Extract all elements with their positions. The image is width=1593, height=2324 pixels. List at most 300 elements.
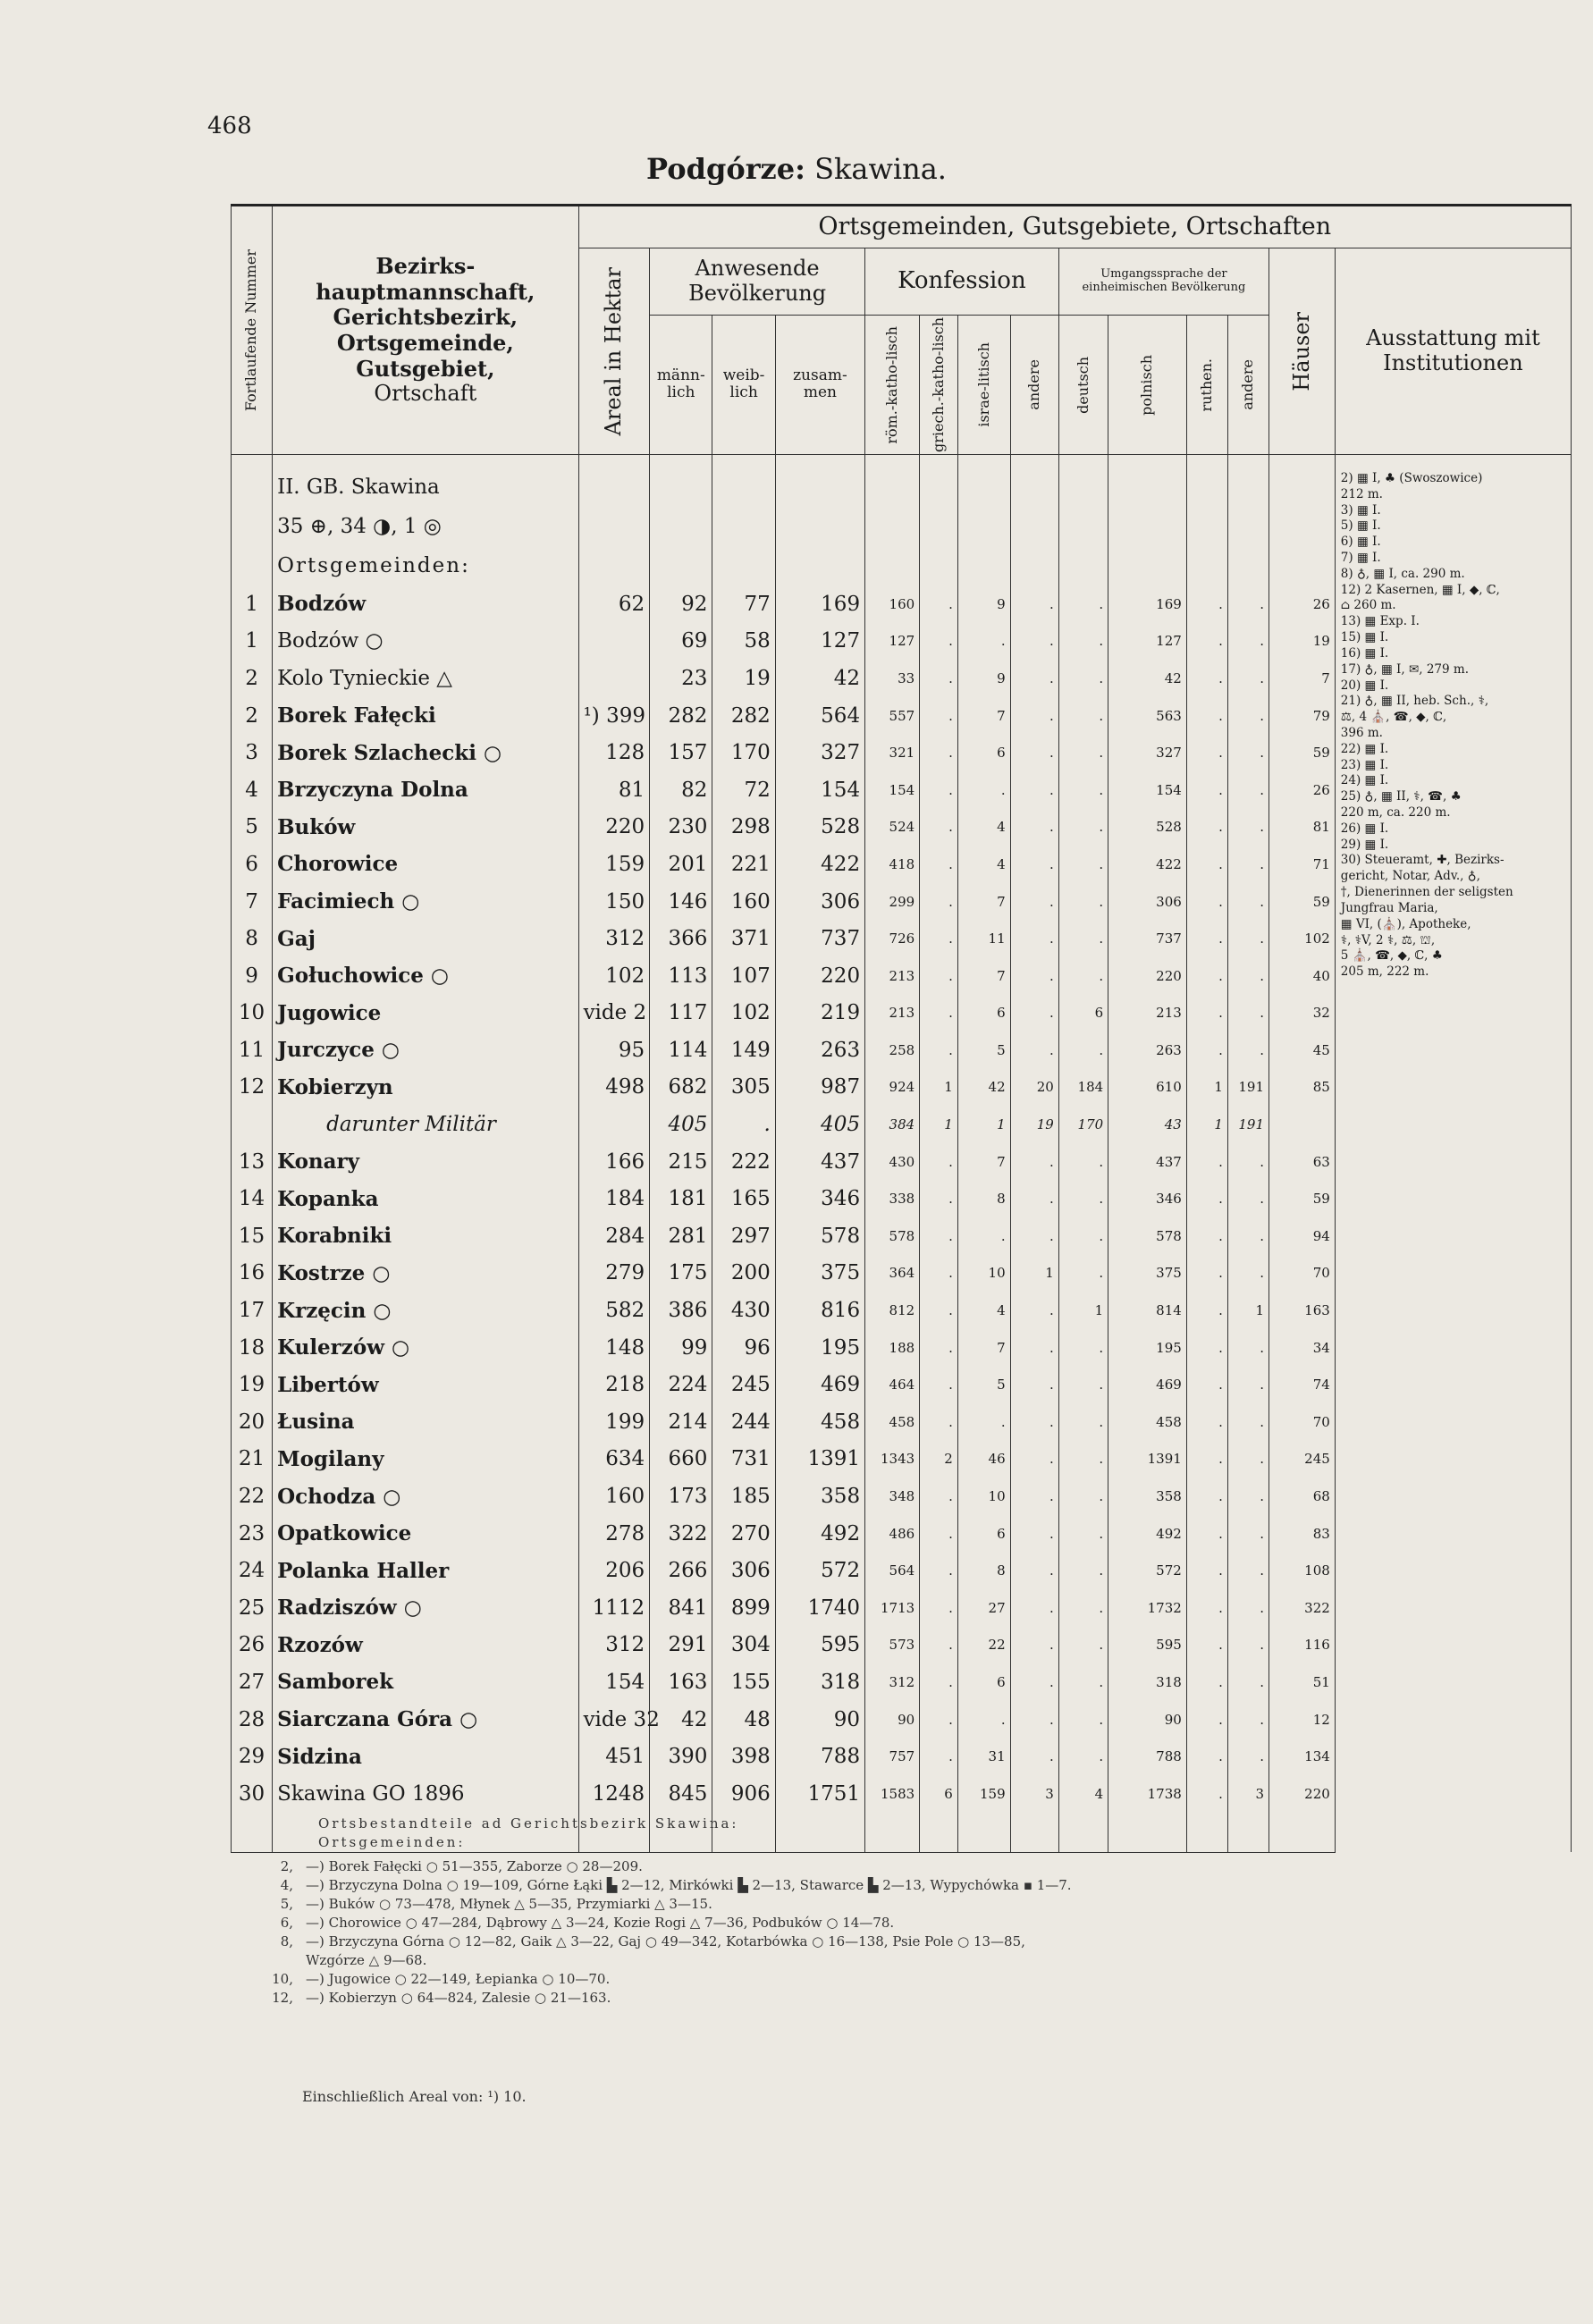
cell-is: 6 (957, 734, 1010, 771)
cell-z: 572 (775, 1552, 864, 1589)
ausstattung-line: 5 ⛪, ☎, ◆, ℂ, ♣ (1340, 948, 1443, 964)
cell-rk: 321 (865, 734, 920, 771)
cell-de: . (1058, 1329, 1108, 1367)
cell-name (273, 1515, 578, 1553)
cell-areal: 1112 (578, 1589, 650, 1627)
cell-ru: . (1186, 660, 1227, 697)
footnote-item (256, 1951, 1543, 1970)
place-name: Radziszów ○ (277, 1596, 422, 1621)
cell-w: 19 (712, 660, 775, 697)
cell-po: 327 (1108, 734, 1187, 771)
cell-gk: . (920, 734, 958, 771)
cell-is: 8 (957, 1552, 1010, 1589)
cell-an2: 3 (1227, 1775, 1268, 1813)
cell-nr: 4 (232, 771, 273, 809)
cell-areal: 95 (578, 1031, 650, 1069)
cell-an2: . (1227, 1031, 1268, 1069)
cell-areal: 62 (578, 585, 650, 623)
cell-gk: . (920, 1589, 958, 1627)
cell-an2: 1 (1227, 1292, 1268, 1329)
subcell-areal (578, 1106, 650, 1143)
cell-nr: 27 (232, 1663, 273, 1701)
cell-an: . (1010, 1589, 1058, 1627)
cell-name (273, 623, 578, 661)
cell-an2: . (1227, 1552, 1268, 1589)
footnote-item (256, 1895, 1543, 1914)
ausstattung-line: ▦ VI, (⛪), Apotheke, (1340, 916, 1471, 931)
cell-gk: . (920, 1663, 958, 1701)
cell-nr: 1 (232, 585, 273, 623)
cell-nr: 22 (232, 1478, 273, 1515)
cell-an2: 191 (1227, 1069, 1268, 1107)
cell-is: 7 (957, 1329, 1010, 1367)
cell-m: 82 (650, 771, 712, 809)
cell-gk: . (920, 1143, 958, 1181)
place-name: Siarczana Góra ○ (277, 1707, 478, 1732)
cell-an2: . (1227, 883, 1268, 921)
cell-po: 610 (1108, 1069, 1187, 1107)
cell-po: 422 (1108, 846, 1187, 883)
cell-po: 814 (1108, 1292, 1187, 1329)
cell-z: 492 (775, 1515, 864, 1553)
cell-w: 77 (712, 585, 775, 623)
cell-ru: . (1186, 1255, 1227, 1293)
cell-areal: 451 (578, 1738, 650, 1775)
cell-is: 7 (957, 883, 1010, 921)
cell-nr: 12 (232, 1069, 273, 1107)
cell-h: 26 (1269, 585, 1336, 623)
cell-po: 306 (1108, 883, 1187, 921)
cell-m: 266 (650, 1552, 712, 1589)
place-name: Mogilany (277, 1446, 384, 1471)
footnote-list (256, 1857, 1543, 2008)
cell-areal: 634 (578, 1441, 650, 1478)
cell-gk: 6 (920, 1775, 958, 1813)
cell-m: 69 (650, 623, 712, 661)
cell-de: . (1058, 1589, 1108, 1627)
cell-po: 572 (1108, 1552, 1187, 1589)
cell-rk: 258 (865, 1031, 920, 1069)
cell-h: 34 (1269, 1329, 1336, 1367)
footnote-text: —) Brzyczyna Dolna ○ 19—109, Górne Łąki ▙ 2—12, Mirkówki ▙ 2—13, Stawarce ▙ 2—13, Wypychówka ▪ 1—7. (306, 1877, 1072, 1893)
cell-z: 42 (775, 660, 864, 697)
cell-m: 23 (650, 660, 712, 697)
cell-nr: 23 (232, 1515, 273, 1553)
cell-nr: 7 (232, 883, 273, 921)
cell-gk: . (920, 994, 958, 1031)
cell-po: 492 (1108, 1515, 1187, 1553)
cell-ru: . (1186, 1552, 1227, 1589)
cell-gk: . (920, 1292, 958, 1329)
cell-po: 263 (1108, 1031, 1187, 1069)
cell-de: . (1058, 734, 1108, 771)
cell-po: 154 (1108, 771, 1187, 809)
cell-areal: 582 (578, 1292, 650, 1329)
cell-z: 327 (775, 734, 864, 771)
place-name: Rzozów (277, 1632, 363, 1657)
cell-de: . (1058, 1441, 1108, 1478)
cell-rk: 154 (865, 771, 920, 809)
cell-areal: 184 (578, 1180, 650, 1217)
cell-z: 375 (775, 1255, 864, 1293)
ausstattung-line: 16) ▦ I. (1340, 645, 1389, 661)
cell-z: 816 (775, 1292, 864, 1329)
cell-po: 595 (1108, 1627, 1187, 1664)
subcell-de: 170 (1058, 1106, 1108, 1143)
cell-po: 1732 (1108, 1589, 1187, 1627)
ausstattung-line: 220 m, ca. 220 m. (1340, 805, 1451, 821)
cell-ru: . (1186, 585, 1227, 623)
ausstattung-line: 13) ▦ Exp. I. (1340, 614, 1420, 629)
cell-an2: . (1227, 1441, 1268, 1478)
cell-po: 375 (1108, 1255, 1187, 1293)
cell-an2: . (1227, 1663, 1268, 1701)
cell-is: 7 (957, 697, 1010, 735)
cell-rk: 573 (865, 1627, 920, 1664)
cell-h: 220 (1269, 1775, 1336, 1813)
cell-z: 737 (775, 920, 864, 957)
cell-w: 160 (712, 883, 775, 921)
cell-nr: 15 (232, 1217, 273, 1255)
cell-an2: . (1227, 585, 1268, 623)
cell-rk: 299 (865, 883, 920, 921)
cell-m: 175 (650, 1255, 712, 1293)
cell-nr: 3 (232, 734, 273, 771)
place-name: Kopanka (277, 1186, 379, 1211)
cell-an: . (1010, 1329, 1058, 1367)
cell-gk: . (920, 1701, 958, 1739)
cell-name (273, 1478, 578, 1515)
col-zusammen: zusam- men (775, 316, 864, 455)
cell-ru: . (1186, 1478, 1227, 1515)
cell-areal: vide 2 (578, 994, 650, 1031)
cell-h: 108 (1269, 1552, 1336, 1589)
ausstattung-line: 8) ♁, ▦ I, ca. 290 m. (1340, 566, 1465, 581)
cell-m: 682 (650, 1069, 712, 1107)
cell-is: 5 (957, 1031, 1010, 1069)
cell-w: 371 (712, 920, 775, 957)
cell-z: 422 (775, 846, 864, 883)
cell-an2: . (1227, 1255, 1268, 1293)
cell-is: 10 (957, 1255, 1010, 1293)
cell-an: . (1010, 734, 1058, 771)
ausstattung-line: ⌂ 260 m. (1340, 598, 1396, 613)
cell-name (273, 1180, 578, 1217)
cell-rk: 33 (865, 660, 920, 697)
cell-is: 5 (957, 1366, 1010, 1403)
cell-areal: 218 (578, 1366, 650, 1403)
header-konfession: Konfession (865, 248, 1059, 316)
cell-w: 297 (712, 1217, 775, 1255)
cell-nr: 28 (232, 1701, 273, 1739)
cell-de: . (1058, 1403, 1108, 1441)
place-name: Konary (277, 1149, 360, 1175)
cell-name (273, 1701, 578, 1739)
cell-de: . (1058, 1552, 1108, 1589)
cell-is: 6 (957, 994, 1010, 1031)
ausstattung-line: 26) ▦ I. (1340, 821, 1389, 836)
cell-an: . (1010, 1627, 1058, 1664)
cell-z: 346 (775, 1180, 864, 1217)
col-bezirk: Bezirks- hauptmannschaft, Gerichtsbezirk, Ortsgemeinde, Gutsgebiet, Ortschaft (273, 206, 578, 455)
cell-name (273, 1441, 578, 1478)
cell-areal (578, 660, 650, 697)
cell-areal: 206 (578, 1552, 650, 1589)
ausstattung-line: 12) 2 Kasernen, ▦ I, ◆, ℂ, (1340, 582, 1500, 597)
cell-is: 31 (957, 1738, 1010, 1775)
cell-nr: 29 (232, 1738, 273, 1775)
cell-areal: 154 (578, 1663, 650, 1701)
cell-name (273, 660, 578, 697)
cell-an: . (1010, 697, 1058, 735)
cell-m: 230 (650, 809, 712, 846)
cell-de: 184 (1058, 1069, 1108, 1107)
cell-an: . (1010, 1031, 1058, 1069)
cell-is: 11 (957, 920, 1010, 957)
place-name: Łusina (277, 1410, 355, 1435)
cell-nr: 17 (232, 1292, 273, 1329)
subcell-ru: 1 (1186, 1106, 1227, 1143)
cell-w: 282 (712, 697, 775, 735)
cell-z: 469 (775, 1366, 864, 1403)
cell-nr: 10 (232, 994, 273, 1031)
cell-is: . (957, 1217, 1010, 1255)
cell-rk: 1583 (865, 1775, 920, 1813)
cell-ru: . (1186, 623, 1227, 661)
ausstattung-line: 396 m. (1340, 725, 1383, 740)
cell-rk: 348 (865, 1478, 920, 1515)
cell-h: 19 (1269, 623, 1336, 661)
running-head-place: Podgórze: (646, 152, 805, 186)
cell-name (273, 1589, 578, 1627)
cell-ru: . (1186, 1180, 1227, 1217)
cell-name (273, 1775, 578, 1813)
cell-name (273, 1217, 578, 1255)
ausstattung-line: †, Dienerinnen der seligsten Jungfrau Maria, (1340, 885, 1513, 915)
cell-areal: 1248 (578, 1775, 650, 1813)
cell-w: 244 (712, 1403, 775, 1441)
cell-h: 63 (1269, 1143, 1336, 1181)
cell-is: 6 (957, 1663, 1010, 1701)
cell-gk: . (920, 1329, 958, 1367)
cell-m: 386 (650, 1292, 712, 1329)
cell-ru: . (1186, 1031, 1227, 1069)
subcell-is: 1 (957, 1106, 1010, 1143)
place-name: Kolo Tynieckie △ (277, 666, 452, 690)
cell-po: 346 (1108, 1180, 1187, 1217)
cell-ru: . (1186, 697, 1227, 735)
cell-areal: ¹) 399 (578, 697, 650, 735)
cell-z: 1391 (775, 1441, 864, 1478)
cell-gk: . (920, 1031, 958, 1069)
cell-areal: 81 (578, 771, 650, 809)
cell-gk: . (920, 1217, 958, 1255)
cell-is: . (957, 771, 1010, 809)
cell-areal: 220 (578, 809, 650, 846)
footnote-number: 10, (272, 1971, 293, 1987)
statistics-table (231, 204, 1572, 1853)
cell-areal: 150 (578, 883, 650, 921)
cell-w: 398 (712, 1738, 775, 1775)
cell-z: 220 (775, 957, 864, 995)
footnote-subheading: Ortsgemeinden: (318, 1834, 466, 1850)
cell-ru: . (1186, 920, 1227, 957)
cell-name (273, 846, 578, 883)
place-name: Ochodza ○ (277, 1484, 401, 1509)
cell-rk: 160 (865, 585, 920, 623)
cell-areal: 312 (578, 1627, 650, 1664)
ausstattung-line: 20) ▦ I. (1340, 678, 1389, 693)
cell-is: 7 (957, 957, 1010, 995)
cell-an: . (1010, 1366, 1058, 1403)
cell-rk: 188 (865, 1329, 920, 1367)
cell-w: 304 (712, 1627, 775, 1664)
cell-rk: 486 (865, 1515, 920, 1553)
ausstattung-line: 17) ♁, ▦ I, ✉, 279 m. (1340, 661, 1469, 677)
cell-name (273, 1552, 578, 1589)
cell-an2: . (1227, 1701, 1268, 1739)
ausstattung-line: 24) ▦ I. (1340, 773, 1389, 788)
cell-gk: . (920, 697, 958, 735)
cell-gk: . (920, 846, 958, 883)
cell-z: 1740 (775, 1589, 864, 1627)
cell-m: 841 (650, 1589, 712, 1627)
cell-h: 102 (1269, 920, 1336, 957)
cell-an2: . (1227, 994, 1268, 1031)
cell-name (273, 920, 578, 957)
areal-footnote: Einschließlich Areal von: ¹) 10. (302, 2088, 527, 2105)
cell-gk: . (920, 1366, 958, 1403)
cell-gk: . (920, 1627, 958, 1664)
cell-h: 71 (1269, 846, 1336, 883)
cell-an: . (1010, 1515, 1058, 1553)
cell-h: 12 (1269, 1701, 1336, 1739)
cell-an: . (1010, 846, 1058, 883)
cell-de: . (1058, 1366, 1108, 1403)
cell-h: 116 (1269, 1627, 1336, 1664)
cell-areal: 160 (578, 1478, 650, 1515)
cell-z: 528 (775, 809, 864, 846)
cell-m: 215 (650, 1143, 712, 1181)
cell-h: 79 (1269, 697, 1336, 735)
ausstattung-line: ⚕, ⚕V, 2 ⚕, ⚖, ⛫, (1340, 932, 1436, 947)
ausstattung-line: 29) ▦ I. (1340, 837, 1389, 852)
cell-rk: 812 (865, 1292, 920, 1329)
cell-name (273, 1292, 578, 1329)
cell-h: 134 (1269, 1738, 1336, 1775)
cell-areal: 102 (578, 957, 650, 995)
cell-an: 20 (1010, 1069, 1058, 1107)
footnote-item (256, 1989, 1543, 2008)
cell-an: . (1010, 994, 1058, 1031)
cell-de: . (1058, 1738, 1108, 1775)
ausstattung-line: 25) ♁, ▦ II, ⚕, ☎, ♣ (1340, 789, 1462, 804)
cell-an2: . (1227, 697, 1268, 735)
cell-an: . (1010, 1552, 1058, 1589)
cell-m: 366 (650, 920, 712, 957)
col-areal: Areal in Hektar (578, 248, 650, 455)
cell-de: . (1058, 585, 1108, 623)
cell-h: 26 (1269, 771, 1336, 809)
cell-de: . (1058, 1217, 1108, 1255)
place-name: Facimiech ○ (277, 889, 420, 914)
cell-h: 70 (1269, 1403, 1336, 1441)
cell-is: 42 (957, 1069, 1010, 1107)
cell-m: 92 (650, 585, 712, 623)
cell-de: . (1058, 846, 1108, 883)
cell-de: 4 (1058, 1775, 1108, 1813)
cell-is: 10 (957, 1478, 1010, 1515)
col-maennlich: männ- lich (650, 316, 712, 455)
cell-is: 4 (957, 809, 1010, 846)
footnote-text: —) Brzyczyna Górna ○ 12—82, Gaik △ 3—22, Gaj ○ 49—342, Kotarbówka ○ 16—138, Psie Pole ○ 13—85, (306, 1933, 1025, 1949)
cell-m: 845 (650, 1775, 712, 1813)
place-name: Chorowice (277, 852, 399, 877)
cell-name (273, 1403, 578, 1441)
cell-po: 1391 (1108, 1441, 1187, 1478)
cell-an: . (1010, 883, 1058, 921)
district-name: II. GB. Skawina (273, 454, 578, 507)
cell-nr: 26 (232, 1627, 273, 1664)
cell-po: 42 (1108, 660, 1187, 697)
cell-m: 157 (650, 734, 712, 771)
place-name: Polanka Haller (277, 1558, 450, 1583)
cell-h: 83 (1269, 1515, 1336, 1553)
cell-rk: 418 (865, 846, 920, 883)
cell-gk: . (920, 1403, 958, 1441)
cell-ru: . (1186, 1663, 1227, 1701)
cell-name (273, 1143, 578, 1181)
cell-gk: . (920, 771, 958, 809)
footnote-text: Wzgórze △ 9—68. (306, 1952, 427, 1968)
cell-de: . (1058, 771, 1108, 809)
col-lfd-nummer: Fortlaufende Nummer (232, 206, 273, 455)
ausstattung-line: 5) ▦ I. (1340, 518, 1381, 534)
cell-z: 263 (775, 1031, 864, 1069)
cell-is: 46 (957, 1441, 1010, 1478)
cell-ru: . (1186, 1366, 1227, 1403)
cell-is: . (957, 623, 1010, 661)
cell-an2: . (1227, 1515, 1268, 1553)
cell-an2: . (1227, 660, 1268, 697)
cell-nr: 1 (232, 623, 273, 661)
cell-ru: 1 (1186, 1069, 1227, 1107)
place-name: Krzęcin ○ (277, 1298, 392, 1323)
footnote-number: 2, (280, 1858, 293, 1874)
footnote-number: 8, (280, 1933, 293, 1949)
place-name: Opatkowice (277, 1521, 412, 1546)
ausstattung-line: ⚖, 4 ⛪, ☎, ◆, ℂ, (1340, 710, 1447, 725)
cell-an2: . (1227, 771, 1268, 809)
cell-an2: . (1227, 734, 1268, 771)
footnote-number: 4, (280, 1877, 293, 1893)
cell-ru: . (1186, 883, 1227, 921)
cell-an2: . (1227, 809, 1268, 846)
header-umgangssprache: Umgangssprache der einheimischen Bevölkerung (1058, 248, 1268, 316)
footnote-item (256, 1876, 1543, 1895)
footnote-text: —) Jugowice ○ 22—149, Łepianka ○ 10—70. (306, 1971, 611, 1987)
cell-ru: . (1186, 994, 1227, 1031)
cell-areal: 312 (578, 920, 650, 957)
header-anwesende: Anwesende Bevölkerung (650, 248, 865, 316)
cell-m: 113 (650, 957, 712, 995)
footnote-heading: Ortsbestandteile ad Gerichtsbezirk Skawina: (318, 1815, 739, 1831)
ausstattung-line: 30) Steueramt, ✚, Bezirks- (1340, 853, 1504, 868)
cell-an: 1 (1010, 1255, 1058, 1293)
ausstattung-line: gericht, Notar, Adv., ♁, (1340, 869, 1480, 884)
cell-w: 906 (712, 1775, 775, 1813)
cell-h: 59 (1269, 734, 1336, 771)
